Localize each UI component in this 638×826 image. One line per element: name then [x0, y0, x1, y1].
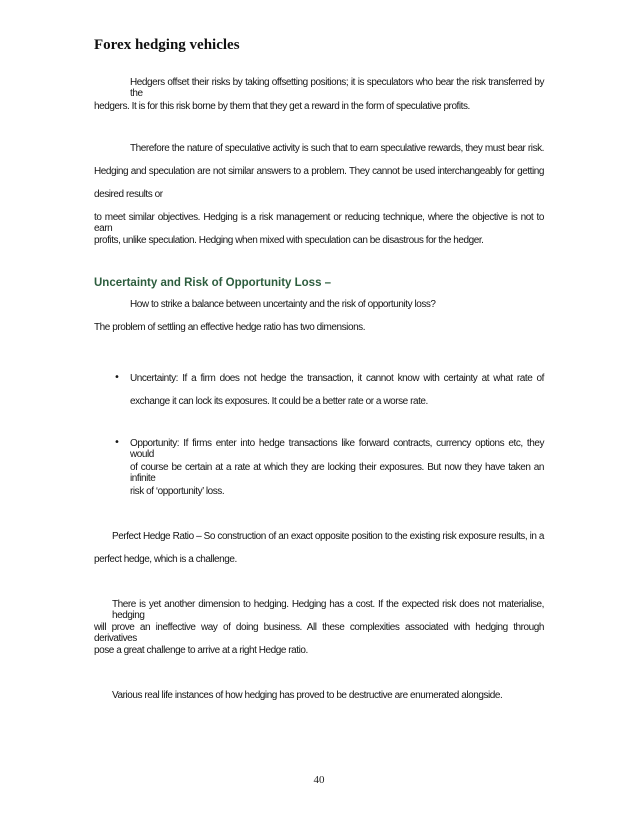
bullet-2-line-3: risk of ‘opportunity’ loss.	[130, 486, 225, 497]
paragraph-2-line-5: profits, unlike speculation. Hedging when mixed with speculation can be disastrous for the hedger.	[94, 235, 484, 246]
section-intro: The problem of settling an effective hedge ratio has two dimensions.	[94, 322, 366, 333]
bullet-2-line-2: of course be certain at a rate at which they are locking their exposures. But now they have taken an infinite	[130, 462, 544, 484]
bullet-1-line-1: Uncertainty: If a firm does not hedge the transaction, it cannot know with certainty at what rate of	[130, 373, 544, 384]
bullet-1-symbol: •	[114, 372, 120, 383]
bullet-2-symbol: •	[114, 437, 120, 448]
paragraph-4-line-3: pose a great challenge to arrive at a right Hedge ratio.	[94, 645, 308, 656]
paragraph-1-line-1: Hedgers offset their risks by taking offsetting positions; it is speculators who bear the risk transferred by the	[130, 77, 544, 99]
paragraph-4-line-2: will prove an ineffective way of doing business. All these complexities associated with hedging through derivatives	[94, 622, 544, 644]
paragraph-2-line-3: desired results or	[94, 189, 163, 200]
section-question: How to strike a balance between uncertainty and the risk of opportunity loss?	[130, 299, 436, 310]
paragraph-2-line-4: to meet similar objectives. Hedging is a risk management or reducing technique, where the objective is not to earn	[94, 212, 544, 234]
section-heading: Uncertainty and Risk of Opportunity Loss –	[94, 277, 332, 289]
bullet-1-line-2: exchange it can lock its exposures. It could be a better rate or a worse rate.	[130, 396, 428, 407]
paragraph-2-line-2: Hedging and speculation are not similar answers to a problem. They cannot be used interchangeably for getting	[94, 166, 544, 177]
paragraph-3-line-1: Perfect Hedge Ratio – So construction of an exact opposite position to the existing risk exposure results, in a	[112, 531, 544, 542]
bullet-2-line-1: Opportunity: If firms enter into hedge transactions like forward contracts, currency options etc, they would	[130, 438, 544, 460]
page-title: Forex hedging vehicles	[94, 37, 240, 53]
paragraph-5: Various real life instances of how hedging has proved to be destructive are enumerated alongside.	[112, 690, 503, 701]
paragraph-4-line-1: There is yet another dimension to hedging. Hedging has a cost. If the expected risk does not materialise, hedging	[112, 599, 544, 621]
paragraph-3-line-2: perfect hedge, which is a challenge.	[94, 554, 237, 565]
page-number: 40	[313, 774, 325, 786]
paragraph-2-line-1: Therefore the nature of speculative activity is such that to earn speculative rewards, they must bear risk.	[130, 143, 544, 154]
paragraph-1-line-2: hedgers. It is for this risk borne by them that they get a reward in the form of speculative profits.	[94, 101, 470, 112]
